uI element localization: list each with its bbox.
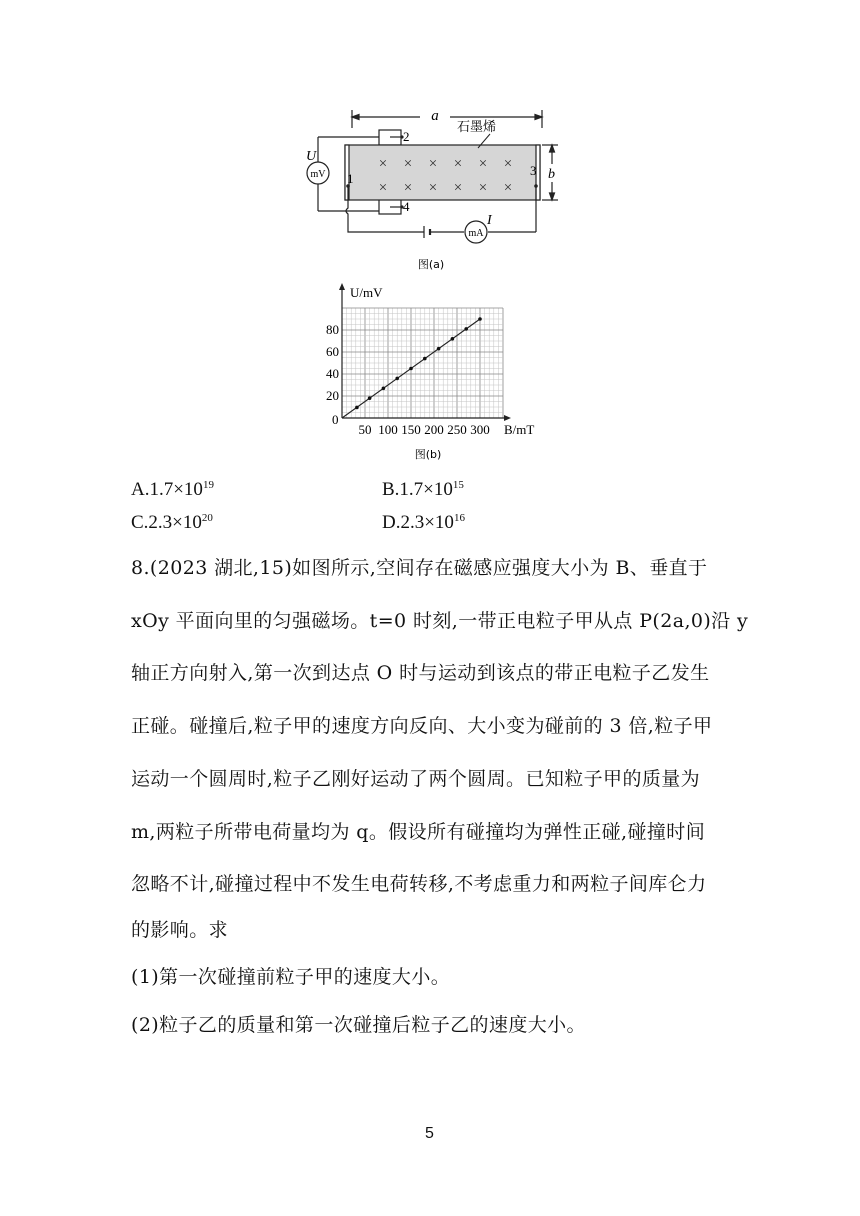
label-4: 4 [403, 199, 410, 214]
data-point [423, 357, 427, 361]
label-U: U [306, 149, 317, 164]
label-3: 3 [530, 163, 537, 178]
chart-y-axis-label: U/mV [350, 285, 383, 300]
problem-8-line-2: xOy 平面向里的匀强磁场。t=0 时刻,一带正电粒子甲从点 P(2a,0)沿 y [131, 610, 749, 632]
y-tick-label: 60 [326, 344, 339, 359]
figure-b-caption: 图(b) [414, 448, 442, 461]
option-d-exponent: 16 [453, 512, 465, 524]
option-c[interactable] [131, 512, 213, 534]
option-c-exponent: 20 [201, 512, 213, 524]
option-b-exponent: 15 [452, 479, 464, 491]
y-tick-label: 20 [326, 388, 339, 403]
problem-8-line-4: 正碰。碰撞后,粒子甲的速度方向反向、大小变为碰前的 3 倍,粒子甲 [131, 715, 713, 737]
data-point [382, 387, 386, 391]
problem-8-line-8: 的影响。求 [131, 919, 229, 941]
label-graphene: 石墨烯 [457, 120, 497, 135]
option-a[interactable] [131, 479, 214, 501]
page-number: 5 [425, 1125, 434, 1142]
option-b-base: B.1.7×10 [382, 479, 453, 500]
option-b[interactable] [382, 479, 464, 501]
data-point [409, 367, 413, 371]
problem-8-line-7: 忽略不计,碰撞过程中不发生电荷转移,不考虑重力和两粒子间库仑力 [131, 873, 707, 895]
svg-text:×: × [478, 180, 488, 196]
chart-x-axis-label: B/mT [504, 422, 535, 437]
figure-a-caption: 图(a) [417, 258, 445, 271]
svg-text:×: × [378, 180, 388, 196]
svg-text:×: × [403, 180, 413, 196]
svg-text:×: × [453, 180, 463, 196]
x-tick-label: 200 [424, 422, 444, 437]
option-d[interactable] [382, 512, 465, 534]
problem-8-line-1: 8.(2023 湖北,15)如图所示,空间存在磁感应强度大小为 B、垂直于 [131, 557, 708, 579]
chart-origin-label: 0 [332, 412, 339, 427]
x-tick-label: 300 [470, 422, 490, 437]
option-a-exponent: 19 [202, 479, 214, 491]
data-point [395, 377, 399, 381]
problem-8-line-6: m,两粒子所带电荷量均为 q。假设所有碰撞均为弹性正碰,碰撞时间 [131, 821, 706, 843]
y-tick-label: 40 [326, 366, 339, 381]
data-point [437, 347, 441, 351]
question-1: (1)第一次碰撞前粒子甲的速度大小。 [131, 966, 451, 988]
label-mA: mA [468, 228, 484, 239]
figure-b-chart [322, 280, 548, 468]
x-tick-label: 100 [378, 422, 398, 437]
figure-a-circuit [290, 98, 570, 280]
option-a-base: A.1.7×10 [131, 479, 203, 500]
x-tick-label: 150 [401, 422, 421, 437]
problem-8-line-3: 轴正方向射入,第一次到达点 O 时与运动到该点的带正电粒子乙发生 [131, 662, 710, 684]
svg-text:×: × [453, 156, 463, 172]
svg-text:×: × [503, 156, 513, 172]
label-a: a [431, 108, 439, 124]
svg-text:×: × [403, 156, 413, 172]
svg-text:×: × [378, 156, 388, 172]
question-2: (2)粒子乙的质量和第一次碰撞后粒子乙的速度大小。 [131, 1014, 586, 1036]
svg-text:×: × [478, 156, 488, 172]
problem-8-line-5: 运动一个圆周时,粒子乙刚好运动了两个圆周。已知粒子甲的质量为 [131, 768, 701, 790]
chart-marks [342, 317, 482, 418]
label-mV: mV [310, 169, 326, 180]
data-point [451, 337, 455, 341]
option-d-base: D.2.3×10 [382, 512, 454, 533]
label-1: 1 [347, 171, 354, 186]
chart-grid [342, 308, 503, 418]
x-tick-label: 250 [447, 422, 467, 437]
svg-text:×: × [428, 156, 438, 172]
label-I: I [487, 213, 492, 228]
x-tick-label: 50 [358, 422, 372, 437]
x-axis-arrow [504, 415, 511, 421]
y-axis-arrow [339, 283, 345, 290]
svg-text:×: × [428, 180, 438, 196]
label-2: 2 [403, 129, 410, 144]
data-point [355, 406, 359, 410]
data-point [464, 327, 468, 331]
y-tick-label: 80 [326, 322, 339, 337]
data-point [368, 396, 372, 400]
label-b: b [548, 167, 555, 182]
svg-text:×: × [503, 180, 513, 196]
option-c-base: C.2.3×10 [131, 512, 202, 533]
data-point [478, 317, 482, 321]
